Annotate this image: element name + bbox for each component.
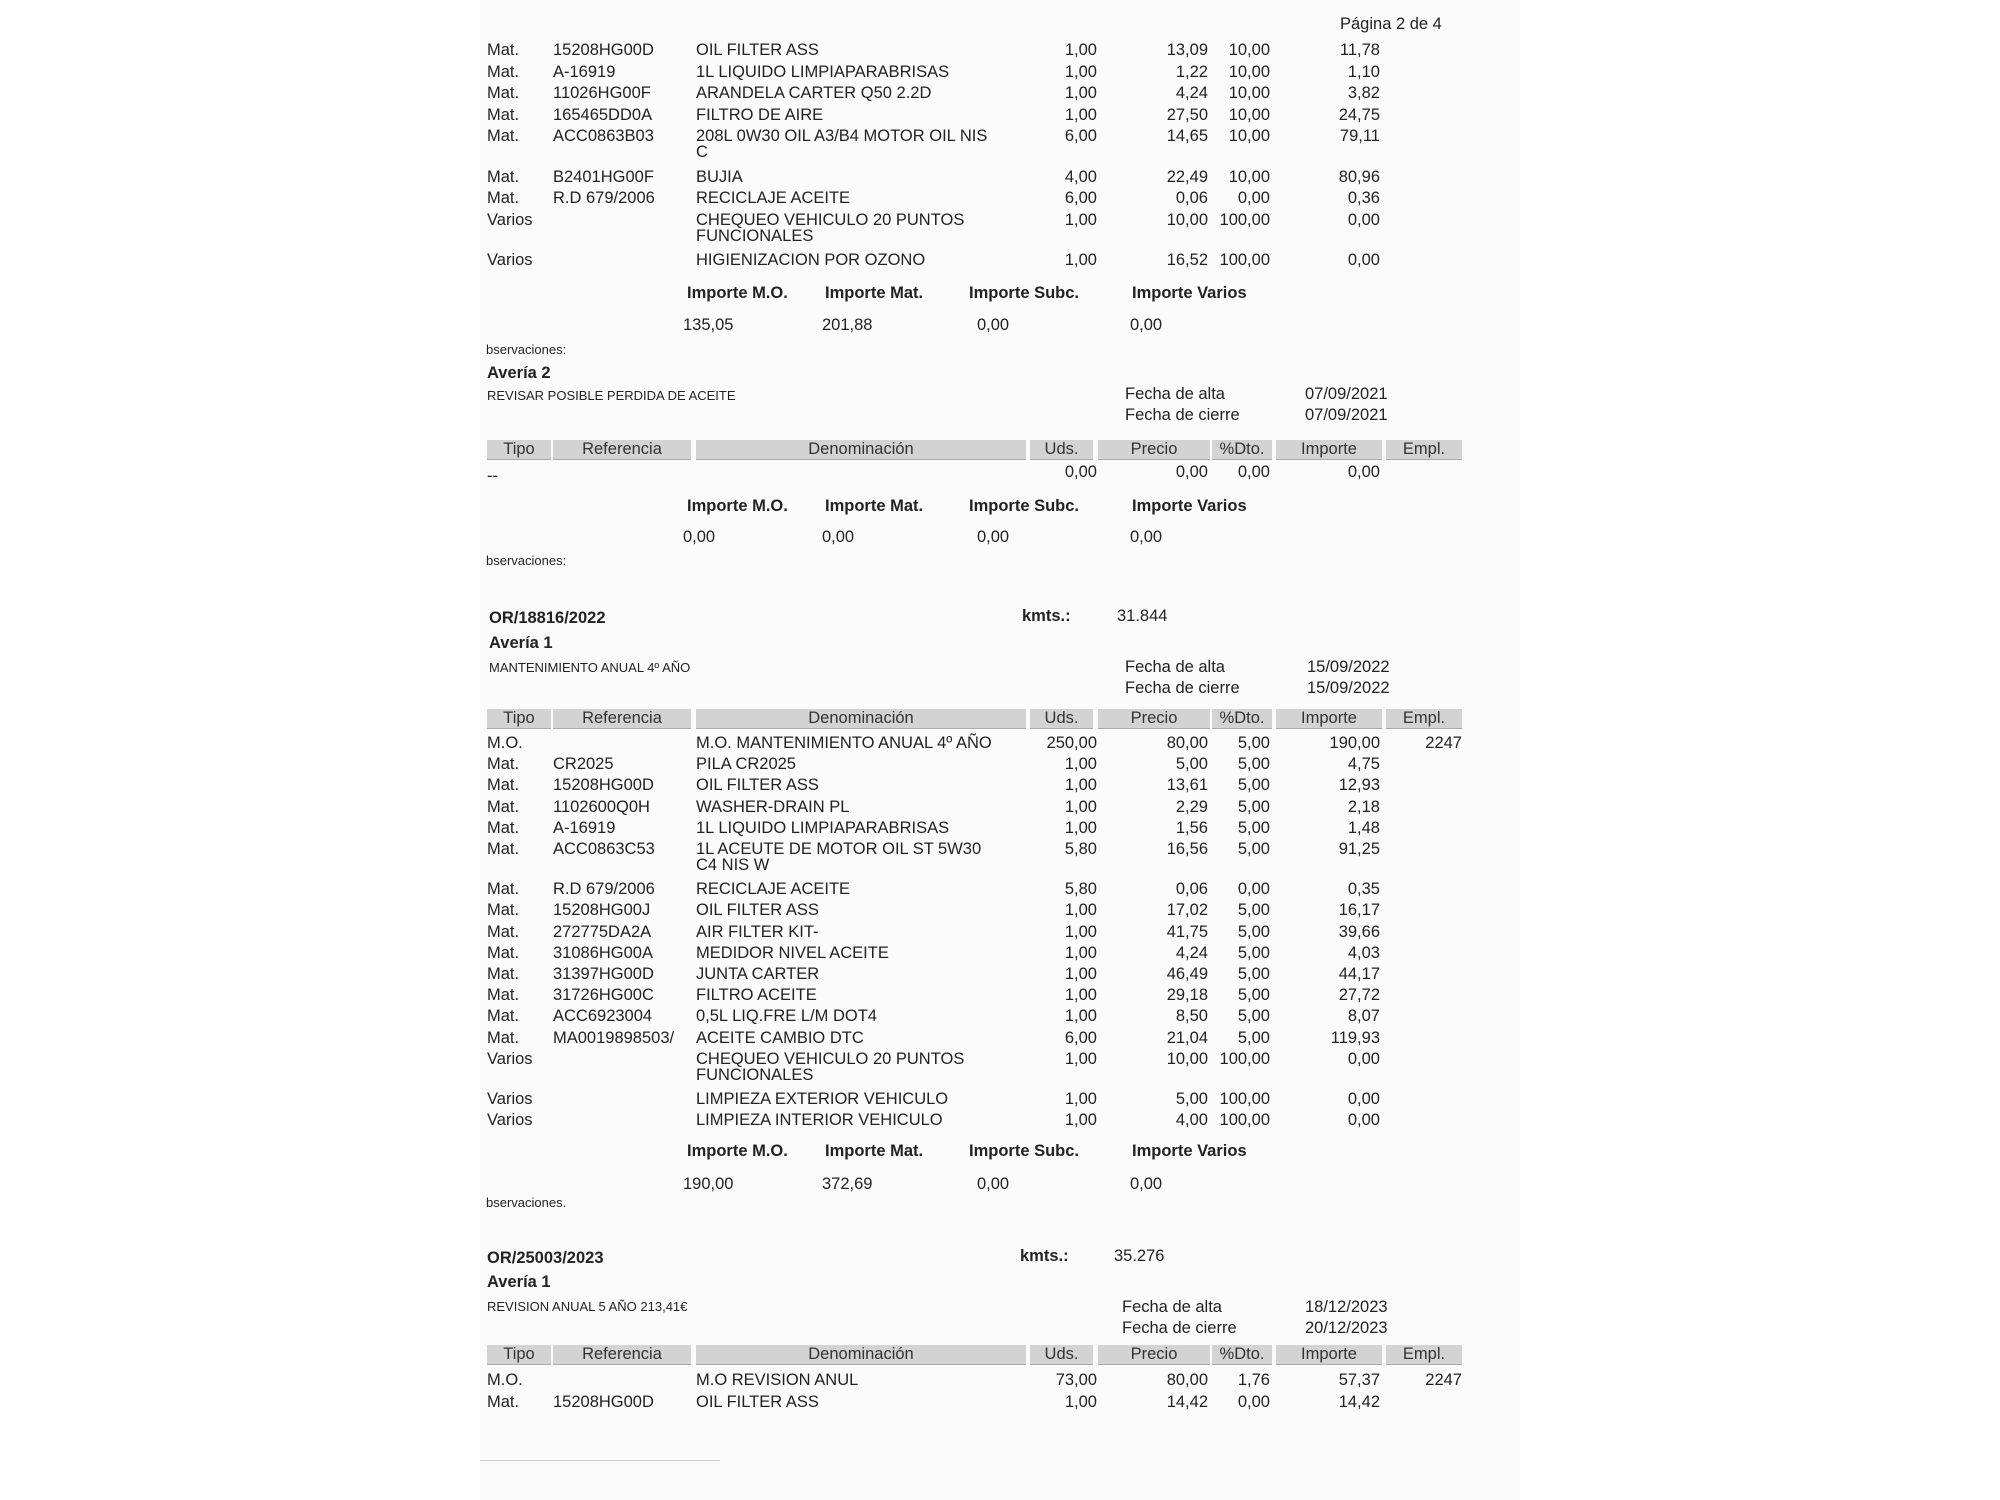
- row-uds: 1,00: [1064, 105, 1097, 124]
- row-importe: 119,93: [1330, 1028, 1380, 1047]
- row-uds: 1,00: [1064, 1007, 1097, 1026]
- row-tipo: --: [487, 467, 498, 485]
- table-header-4: Precio: [1098, 1345, 1210, 1365]
- row-referencia: 15208HG00D: [553, 1392, 654, 1411]
- row-dto: 5,00: [1237, 734, 1270, 752]
- observaciones-label: bservaciones:: [486, 342, 567, 357]
- row-importe: 0,00: [1347, 251, 1380, 269]
- label-importe-mat: Importe Mat.: [825, 1142, 924, 1160]
- row-tipo: M.O.: [487, 734, 523, 752]
- observaciones-label: bservaciones:: [486, 553, 567, 568]
- row-uds: 1,00: [1064, 1090, 1097, 1108]
- row-denominacion: M.O REVISION ANUL: [696, 1371, 859, 1389]
- row-referencia: R.D 679/2006: [553, 880, 655, 899]
- row-referencia: 15208HG00D: [553, 776, 654, 795]
- row-denominacion-cont: FUNCIONALES: [696, 1065, 814, 1084]
- row-uds: 1,00: [1064, 84, 1097, 102]
- label-kmts: kmts.:: [1022, 607, 1071, 625]
- table-header-2: Denominación: [696, 709, 1026, 729]
- row-tipo: Mat.: [487, 41, 520, 59]
- row-dto: 0,00: [1237, 189, 1270, 207]
- label-importe-varios: Importe Varios: [1132, 284, 1247, 302]
- row-importe: 8,07: [1347, 1007, 1380, 1026]
- row-importe: 1,48: [1347, 818, 1380, 837]
- table-header-1: Referencia: [553, 1345, 691, 1365]
- row-referencia: A-16919: [553, 62, 616, 81]
- row-precio: 1,22: [1175, 62, 1208, 81]
- label-fecha-cierre: Fecha de cierre: [1125, 679, 1240, 697]
- row-uds: 73,00: [1055, 1371, 1097, 1389]
- averia-description: REVISION ANUAL 5 AÑO 213,41€: [487, 1299, 688, 1314]
- row-referencia: A-16919: [553, 818, 616, 837]
- row-precio: 14,42: [1166, 1392, 1208, 1411]
- row-uds: 1,00: [1064, 818, 1097, 837]
- row-precio: 13,61: [1166, 776, 1208, 795]
- row-dto: 100,00: [1219, 1090, 1270, 1108]
- label-fecha-alta: Fecha de alta: [1122, 1298, 1222, 1316]
- row-dto: 10,00: [1228, 167, 1270, 186]
- row-dto: 5,00: [1237, 1028, 1270, 1047]
- row-denominacion: 1L LIQUIDO LIMPIAPARABRISAS: [696, 818, 950, 837]
- row-dto: 5,00: [1237, 965, 1270, 983]
- row-precio: 16,56: [1166, 840, 1208, 858]
- total-mat: 0,00: [822, 528, 855, 546]
- row-uds: 1,00: [1064, 776, 1097, 795]
- row-dto: 100,00: [1219, 1111, 1270, 1130]
- table-header-6: Importe: [1276, 1345, 1382, 1365]
- table-header-0: Tipo: [487, 1345, 551, 1365]
- row-denominacion: AIR FILTER KIT-: [696, 922, 819, 941]
- row-tipo: Mat.: [487, 818, 520, 837]
- row-importe: 24,75: [1338, 105, 1380, 124]
- row-denominacion: ACEITE CAMBIO DTC: [696, 1028, 864, 1047]
- row-tipo: Mat.: [487, 797, 520, 816]
- row-uds: 1,00: [1064, 986, 1097, 1005]
- row-uds: 5,80: [1064, 880, 1097, 899]
- total-mo: 135,05: [683, 316, 734, 334]
- row-uds: 1,00: [1064, 901, 1097, 920]
- row-uds: 1,00: [1064, 1049, 1097, 1068]
- row-precio: 29,18: [1166, 986, 1208, 1005]
- row-denominacion: PILA CR2025: [696, 755, 796, 774]
- row-importe: 16,17: [1338, 901, 1380, 920]
- total-varios: 0,00: [1130, 316, 1163, 334]
- total-varios: 0,00: [1130, 1175, 1163, 1193]
- row-importe: 4,75: [1347, 755, 1380, 774]
- row-dto: 100,00: [1219, 210, 1270, 229]
- row-precio: 1,56: [1175, 818, 1208, 837]
- row-referencia: 272775DA2A: [553, 922, 652, 941]
- label-importe-mat: Importe Mat.: [825, 497, 924, 515]
- row-denominacion: LIMPIEZA EXTERIOR VEHICULO: [696, 1090, 949, 1108]
- or-fecha-alta: 15/09/2022: [1307, 658, 1390, 676]
- row-referencia: 31397HG00D: [553, 965, 654, 983]
- row-importe: 11,78: [1339, 41, 1380, 59]
- table-header-7: Empl.: [1386, 709, 1462, 729]
- row-dto: 5,00: [1237, 797, 1270, 816]
- row-tipo: Varios: [487, 1090, 533, 1108]
- row-uds: 5,80: [1064, 840, 1097, 858]
- row-dto: 5,00: [1237, 943, 1270, 962]
- row-denominacion: RECICLAJE ACEITE: [696, 880, 851, 899]
- row-denominacion: MEDIDOR NIVEL ACEITE: [696, 943, 889, 962]
- row-precio: 10,00: [1166, 210, 1208, 229]
- table-header-3: Uds.: [1030, 1345, 1093, 1365]
- table-header-1: Referencia: [553, 440, 691, 460]
- row-dto: 5,00: [1237, 755, 1270, 774]
- row-dto: 5,00: [1237, 986, 1270, 1005]
- row-referencia: 11026HG00F: [553, 84, 651, 102]
- row-importe: 14,42: [1338, 1392, 1380, 1411]
- or-number: OR/18816/2022: [489, 609, 606, 627]
- label-kmts: kmts.:: [1020, 1247, 1069, 1265]
- row-precio: 5,00: [1175, 1090, 1208, 1108]
- row-referencia: R.D 679/2006: [553, 189, 655, 207]
- row-empl: 2247: [1425, 1371, 1462, 1389]
- table-header-5: %Dto.: [1212, 1345, 1272, 1365]
- row-denominacion: 1L LIQUIDO LIMPIAPARABRISAS: [696, 62, 950, 81]
- row-referencia: 165465DD0A: [553, 105, 653, 124]
- row-tipo: Varios: [487, 1049, 533, 1068]
- row-precio: 5,00: [1175, 755, 1208, 774]
- row-denominacion: 1L ACEUTE DE MOTOR OIL ST 5W30: [696, 840, 982, 858]
- averia2-description: REVISAR POSIBLE PERDIDA DE ACEITE: [487, 388, 736, 403]
- row-referencia: B2401HG00F: [553, 167, 654, 186]
- row-denominacion-cont: FUNCIONALES: [696, 226, 814, 245]
- row-precio: 0,06: [1175, 880, 1208, 899]
- row-importe: 3,82: [1347, 84, 1380, 102]
- row-importe: 4,03: [1347, 943, 1380, 962]
- row-importe: 80,96: [1338, 167, 1380, 186]
- row-referencia: 15208HG00D: [553, 41, 654, 59]
- row-importe: 0,00: [1347, 210, 1380, 229]
- table-header-5: %Dto.: [1212, 440, 1272, 460]
- row-dto: 10,00: [1228, 127, 1270, 145]
- row-denominacion: CHEQUEO VEHICULO 20 PUNTOS: [696, 1049, 965, 1068]
- row-denominacion: OIL FILTER ASS: [696, 776, 819, 795]
- table-header-4: Precio: [1098, 440, 1210, 460]
- total-mo: 0,00: [683, 528, 716, 546]
- row-dto: 0,00: [1237, 463, 1270, 481]
- total-subc: 0,00: [977, 1175, 1010, 1193]
- row-precio: 4,24: [1175, 943, 1208, 962]
- row-precio: 13,09: [1166, 41, 1208, 59]
- row-tipo: Mat.: [487, 127, 520, 145]
- table-header-2: Denominación: [696, 1345, 1026, 1365]
- row-tipo: Mat.: [487, 167, 520, 186]
- row-denominacion: M.O. MANTENIMIENTO ANUAL 4º AÑO: [696, 734, 992, 752]
- row-uds: 1,00: [1064, 1392, 1097, 1411]
- row-uds: 1,00: [1064, 797, 1097, 816]
- row-uds: 1,00: [1064, 943, 1097, 962]
- row-importe: 79,11: [1339, 127, 1380, 145]
- row-importe: 44,17: [1338, 965, 1380, 983]
- row-uds: 1,00: [1064, 922, 1097, 941]
- row-tipo: Mat.: [487, 755, 520, 774]
- label-importe-varios: Importe Varios: [1132, 497, 1247, 515]
- row-tipo: Mat.: [487, 901, 520, 920]
- row-dto: 1,76: [1237, 1371, 1270, 1389]
- row-precio: 27,50: [1166, 105, 1208, 124]
- row-denominacion: WASHER-DRAIN PL: [696, 797, 850, 816]
- table-header-0: Tipo: [487, 440, 551, 460]
- row-importe: 190,00: [1329, 734, 1380, 752]
- table-header-7: Empl.: [1386, 1345, 1462, 1365]
- row-precio: 80,00: [1166, 1371, 1208, 1389]
- row-precio: 0,06: [1175, 189, 1208, 207]
- row-importe: 0,00: [1347, 1111, 1380, 1130]
- row-precio: 46,49: [1166, 965, 1208, 983]
- row-tipo: Mat.: [487, 62, 520, 81]
- row-importe: 0,00: [1347, 1049, 1380, 1068]
- or-fecha-alta: 18/12/2023: [1305, 1298, 1388, 1316]
- row-tipo: Mat.: [487, 840, 520, 858]
- label-fecha-cierre: Fecha de cierre: [1122, 1319, 1237, 1337]
- row-uds: 1,00: [1064, 965, 1097, 983]
- row-uds: 4,00: [1064, 167, 1097, 186]
- row-importe: 0,00: [1347, 463, 1380, 481]
- table-header-4: Precio: [1098, 709, 1210, 729]
- row-dto: 5,00: [1237, 901, 1270, 920]
- row-importe: 2,18: [1347, 797, 1380, 816]
- row-dto: 10,00: [1228, 84, 1270, 102]
- row-importe: 1,10: [1347, 62, 1380, 81]
- row-denominacion: HIGIENIZACION POR OZONO: [696, 251, 926, 269]
- row-denominacion: OIL FILTER ASS: [696, 41, 819, 59]
- row-tipo: Mat.: [487, 1392, 520, 1411]
- row-dto: 5,00: [1237, 1007, 1270, 1026]
- table-header-5: %Dto.: [1212, 709, 1272, 729]
- row-dto: 10,00: [1228, 41, 1270, 59]
- row-referencia: MA0019898503/: [553, 1028, 675, 1047]
- row-importe: 91,25: [1338, 840, 1380, 858]
- label-importe-subc: Importe Subc.: [969, 1142, 1080, 1160]
- row-importe: 57,37: [1338, 1371, 1380, 1389]
- or-fecha-cierre: 20/12/2023: [1305, 1319, 1388, 1337]
- row-referencia: 1102600Q0H: [553, 797, 650, 816]
- row-dto: 5,00: [1237, 818, 1270, 837]
- averia-title: Avería 1: [489, 634, 553, 652]
- row-uds: 6,00: [1064, 127, 1097, 145]
- or-kmts: 31.844: [1117, 607, 1168, 625]
- row-tipo: Mat.: [487, 776, 520, 795]
- total-subc: 0,00: [977, 528, 1010, 546]
- label-importe-subc: Importe Subc.: [969, 497, 1080, 515]
- row-referencia: ACC0863C53: [553, 840, 655, 858]
- row-uds: 1,00: [1064, 755, 1097, 774]
- label-fecha-alta: Fecha de alta: [1125, 658, 1225, 676]
- row-dto: 5,00: [1237, 776, 1270, 795]
- row-tipo: Mat.: [487, 1028, 520, 1047]
- row-dto: 0,00: [1237, 1392, 1270, 1411]
- row-precio: 2,29: [1175, 797, 1208, 816]
- row-dto: 100,00: [1219, 251, 1270, 269]
- row-tipo: Mat.: [487, 880, 520, 899]
- row-uds: 0,00: [1064, 463, 1097, 481]
- averia-description: MANTENIMIENTO ANUAL 4º AÑO: [489, 660, 691, 675]
- row-dto: 10,00: [1228, 62, 1270, 81]
- label-fecha-cierre: Fecha de cierre: [1125, 406, 1240, 424]
- table-header-6: Importe: [1276, 440, 1382, 460]
- row-referencia: 31726HG00C: [553, 986, 654, 1005]
- row-denominacion: FILTRO ACEITE: [696, 986, 817, 1005]
- row-precio: 80,00: [1166, 734, 1208, 752]
- averia-title: Avería 1: [487, 1273, 551, 1291]
- label-importe-mo: Importe M.O.: [687, 1142, 788, 1160]
- observaciones-label: bservaciones.: [486, 1195, 567, 1210]
- row-uds: 1,00: [1064, 41, 1097, 59]
- row-denominacion: JUNTA CARTER: [696, 965, 820, 983]
- row-tipo: Mat.: [487, 922, 520, 941]
- row-precio: 0,00: [1175, 463, 1208, 481]
- row-importe: 39,66: [1338, 922, 1380, 941]
- total-varios: 0,00: [1130, 528, 1163, 546]
- row-precio: 21,04: [1166, 1028, 1208, 1047]
- row-importe: 27,72: [1338, 986, 1380, 1005]
- row-denominacion: OIL FILTER ASS: [696, 901, 819, 920]
- total-subc: 0,00: [977, 316, 1010, 334]
- row-precio: 10,00: [1166, 1049, 1208, 1068]
- row-precio: 22,49: [1166, 167, 1208, 186]
- row-uds: 250,00: [1046, 734, 1097, 752]
- row-denominacion: OIL FILTER ASS: [696, 1392, 819, 1411]
- row-tipo: Varios: [487, 251, 533, 269]
- row-denominacion: BUJIA: [696, 167, 743, 186]
- row-tipo: Varios: [487, 210, 533, 229]
- row-uds: 1,00: [1064, 210, 1097, 229]
- row-denominacion: ARANDELA CARTER Q50 2.2D: [696, 84, 932, 102]
- row-tipo: M.O.: [487, 1371, 523, 1389]
- row-uds: 6,00: [1064, 1028, 1097, 1047]
- row-uds: 6,00: [1064, 189, 1097, 207]
- table-header-6: Importe: [1276, 709, 1382, 729]
- row-referencia: CR2025: [553, 755, 614, 774]
- row-denominacion: CHEQUEO VEHICULO 20 PUNTOS: [696, 210, 965, 229]
- table-header-3: Uds.: [1030, 440, 1093, 460]
- label-importe-subc: Importe Subc.: [969, 284, 1080, 302]
- row-importe: 12,93: [1338, 776, 1380, 795]
- row-importe: 0,36: [1347, 189, 1380, 207]
- row-precio: 17,02: [1166, 901, 1208, 920]
- label-importe-varios: Importe Varios: [1132, 1142, 1247, 1160]
- row-tipo: Mat.: [487, 1007, 520, 1026]
- row-tipo: Mat.: [487, 986, 520, 1005]
- row-tipo: Mat.: [487, 965, 520, 983]
- total-mat: 201,88: [822, 316, 873, 334]
- row-denominacion: RECICLAJE ACEITE: [696, 189, 851, 207]
- or-kmts: 35.276: [1114, 1247, 1165, 1265]
- averia2-fecha-cierre: 07/09/2021: [1305, 406, 1388, 424]
- row-dto: 5,00: [1237, 922, 1270, 941]
- row-precio: 4,24: [1175, 84, 1208, 102]
- or-fecha-cierre: 15/09/2022: [1307, 679, 1390, 697]
- row-denominacion-cont: C: [696, 143, 708, 161]
- averia2-title: Avería 2: [487, 364, 551, 382]
- row-precio: 4,00: [1175, 1111, 1208, 1130]
- row-dto: 5,00: [1237, 840, 1270, 858]
- row-tipo: Mat.: [487, 84, 520, 102]
- row-referencia: 15208HG00J: [553, 901, 651, 920]
- row-denominacion: 208L 0W30 OIL A3/B4 MOTOR OIL NIS: [696, 127, 988, 145]
- row-denominacion-cont: C4 NIS W: [696, 856, 770, 874]
- or-number: OR/25003/2023: [487, 1249, 604, 1267]
- row-denominacion: LIMPIEZA INTERIOR VEHICULO: [696, 1111, 943, 1130]
- row-denominacion: 0,5L LIQ.FRE L/M DOT4: [696, 1007, 877, 1026]
- bottom-rule: [480, 1460, 720, 1461]
- row-precio: 16,52: [1166, 251, 1208, 269]
- row-referencia: ACC6923004: [553, 1007, 653, 1026]
- label-importe-mo: Importe M.O.: [687, 497, 788, 515]
- row-referencia: ACC0863B03: [553, 127, 654, 145]
- label-importe-mat: Importe Mat.: [825, 284, 924, 302]
- row-importe: 0,35: [1347, 880, 1380, 899]
- row-uds: 1,00: [1064, 251, 1097, 269]
- row-dto: 10,00: [1228, 105, 1270, 124]
- row-dto: 0,00: [1237, 880, 1270, 899]
- row-precio: 14,65: [1166, 127, 1208, 145]
- row-precio: 8,50: [1175, 1007, 1208, 1026]
- row-importe: 0,00: [1347, 1090, 1380, 1108]
- table-header-1: Referencia: [553, 709, 691, 729]
- row-tipo: Mat.: [487, 189, 520, 207]
- label-importe-mo: Importe M.O.: [687, 284, 788, 302]
- table-header-3: Uds.: [1030, 709, 1093, 729]
- row-uds: 1,00: [1064, 1111, 1097, 1130]
- row-denominacion: FILTRO DE AIRE: [696, 105, 824, 124]
- label-fecha-alta: Fecha de alta: [1125, 385, 1225, 403]
- total-mat: 372,69: [822, 1175, 873, 1193]
- table-header-2: Denominación: [696, 440, 1026, 460]
- row-tipo: Mat.: [487, 105, 520, 124]
- table-header-0: Tipo: [487, 709, 551, 729]
- row-tipo: Varios: [487, 1111, 533, 1130]
- page-number: Página 2 de 4: [1340, 15, 1442, 33]
- row-uds: 1,00: [1064, 62, 1097, 81]
- row-dto: 100,00: [1219, 1049, 1270, 1068]
- row-tipo: Mat.: [487, 943, 520, 962]
- row-precio: 41,75: [1166, 922, 1208, 941]
- table-header-7: Empl.: [1386, 440, 1462, 460]
- row-referencia: 31086HG00A: [553, 943, 653, 962]
- total-mo: 190,00: [683, 1175, 734, 1193]
- row-empl: 2247: [1425, 734, 1462, 752]
- averia2-fecha-alta: 07/09/2021: [1305, 385, 1388, 403]
